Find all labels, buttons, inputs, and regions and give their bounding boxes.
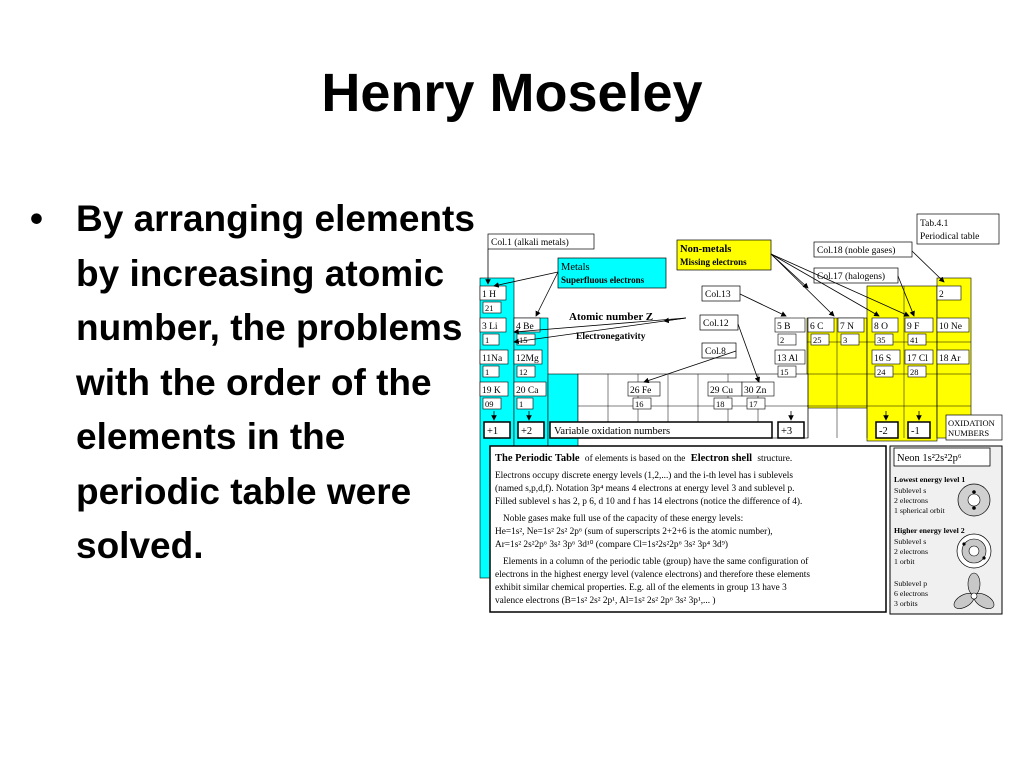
tab-label: Tab.4.1 [920,219,949,229]
orbital-diagram-1s [958,484,990,516]
slide-title: Henry Moseley [321,63,703,123]
element-fe: 26 Fe [630,386,652,396]
nonmetals-title: Non-metals [680,244,732,255]
ox-plus1: +1 [487,426,499,437]
element-h-en: 21 [485,303,494,313]
higher-electrons: 2 electrons [894,547,928,556]
element-b-en: 2 [780,335,785,345]
ox-minus2: -2 [879,426,888,437]
nonmetals-subtitle: Missing electrons [680,257,747,267]
element-cl-en: 28 [910,367,919,377]
element-ne: 10 Ne [939,322,962,332]
element-k-en: 09 [485,399,494,409]
explanation-line-3: Filled sublevel s has 2, p 6, d 10 and f has 14 electrons (notice the difference of 4). [495,497,803,507]
element-k: 19 K [482,386,501,396]
lowest-orbit: 1 spherical orbit [894,506,945,515]
periodic-table-figure [474,206,1004,618]
neon-title: Neon 1s²2s²2p⁶ [897,453,962,464]
element-al: 13 Al [777,354,798,364]
oxidation-numbers-label-1: OXIDATION [948,418,995,428]
explanation-line-9: exhibit similar chemical properties. E.g. all of the elements in group 13 have 3 [495,583,787,593]
element-c-en: 25 [813,335,822,345]
element-li-en: 1 [485,335,490,345]
col12-label: Col.12 [703,319,729,329]
element-cu: 29 Cu [710,386,733,396]
explanation-line-2: (named s,p,d,f). Notation 3p⁴ means 4 electrons at energy level 3 and sublevel p. [495,484,795,494]
element-be: 4 Be [516,322,534,332]
element-zn: 30 Zn [744,386,767,396]
element-f-en: 41 [910,335,919,345]
atomic-number-label: Atomic number Z [569,311,654,323]
element-cu-en: 18 [716,399,725,409]
element-c: 6 C [810,322,824,332]
bullet-dot: • [30,198,43,239]
element-cl: 17 Cl [907,354,928,364]
element-o-en: 35 [877,335,886,345]
bullet-text: By arranging elements by increasing atomic number, the problems with the order of the elements in the periodic table were solved. [76,198,475,566]
p-sublevel: Sublevel p [894,579,928,588]
explanation-line-8: electrons in the highest energy level (valence electrons) and therefore these elements [495,570,811,580]
orbital-diagram-2s [957,534,991,568]
col17-label: Col.17 (halogens) [817,272,886,282]
element-o: 8 O [874,322,888,332]
metals-title: Metals [561,262,590,273]
col1-label: Col.1 (alkali metals) [491,238,569,248]
element-h: 1 H [482,290,496,300]
element-na: 11Na [482,354,503,364]
element-n: 7 N [840,322,854,332]
col18-label: Col.18 (noble gases) [817,246,896,256]
element-mg: 12Mg [516,354,539,364]
bullet-point [30,192,475,574]
ox-plus2: +2 [521,426,533,437]
element-li: 3 Li [482,322,498,332]
ox-minus1: -1 [911,426,920,437]
oxidation-numbers-label-2: NUMBERS [948,428,990,438]
higher-sublevel: Sublevel s [894,537,927,546]
tab-caption: Periodical table [920,232,980,242]
lowest-electrons: 2 electrons [894,496,928,505]
element-be-en: 15 [519,335,528,345]
higher-orbit: 1 orbit [894,557,915,566]
element-mg-en: 12 [519,367,528,377]
element-ca-en: 1 [519,399,524,409]
col8-label: Col.8 [705,347,726,357]
element-ar: 18 Ar [939,354,961,364]
element-ca: 20 Ca [516,386,539,396]
explanation-title: The Periodic Table of elements is based on the Electron shell structure. [495,453,793,464]
explanation-line-4: Noble gases make full use of the capacity of these energy levels: [503,514,744,524]
element-s-en: 24 [877,367,886,377]
explanation-line-5: He=1s², Ne=1s² 2s² 2p⁶ (sum of superscripts 2+2+6 is the atomic number), [495,527,773,537]
explanation-line-6: Ar=1s² 2s²2p⁶ 3s² 3p⁶ 3d¹⁰ (compare Cl=1s²2s²2p⁶ 3s² 3p⁴ 3d⁹) [495,540,729,550]
electronegativity-label: Electronegativity [576,332,646,342]
col13-label: Col.13 [705,290,731,300]
element-s: 16 S [874,354,892,364]
explanation-line-10: valence electrons (B=1s² 2s² 2p¹, Al=1s² 2s² 2p⁶ 3s² 3p¹,... ) [495,596,716,606]
lowest-level-label: Lowest energy level 1 [894,475,966,484]
element-al-en: 15 [780,367,789,377]
explanation-line-1: Electrons occupy discrete energy levels (1,2,...) and the i-th level has i sublevels [495,471,794,481]
element-zn-en: 17 [749,399,758,409]
explanation-line-7: Elements in a column of the periodic table (group) have the same configuration of [503,557,809,567]
element-na-en: 1 [485,367,490,377]
element-fe-en: 16 [635,399,644,409]
element-f: 9 F [907,322,920,332]
ox-plus3: +3 [781,426,793,437]
p-electrons: 6 electrons [894,589,928,598]
element-n-en: 3 [843,335,848,345]
variable-oxidation-label: Variable oxidation numbers [554,426,671,437]
metals-subtitle: Superfluous electrons [561,275,645,285]
lowest-sublevel: Sublevel s [894,486,927,495]
element-b: 5 B [777,322,791,332]
higher-level-label: Higher energy level 2 [894,526,965,535]
p-orbits: 3 orbits [894,599,918,608]
element-he: 2 [939,290,944,300]
